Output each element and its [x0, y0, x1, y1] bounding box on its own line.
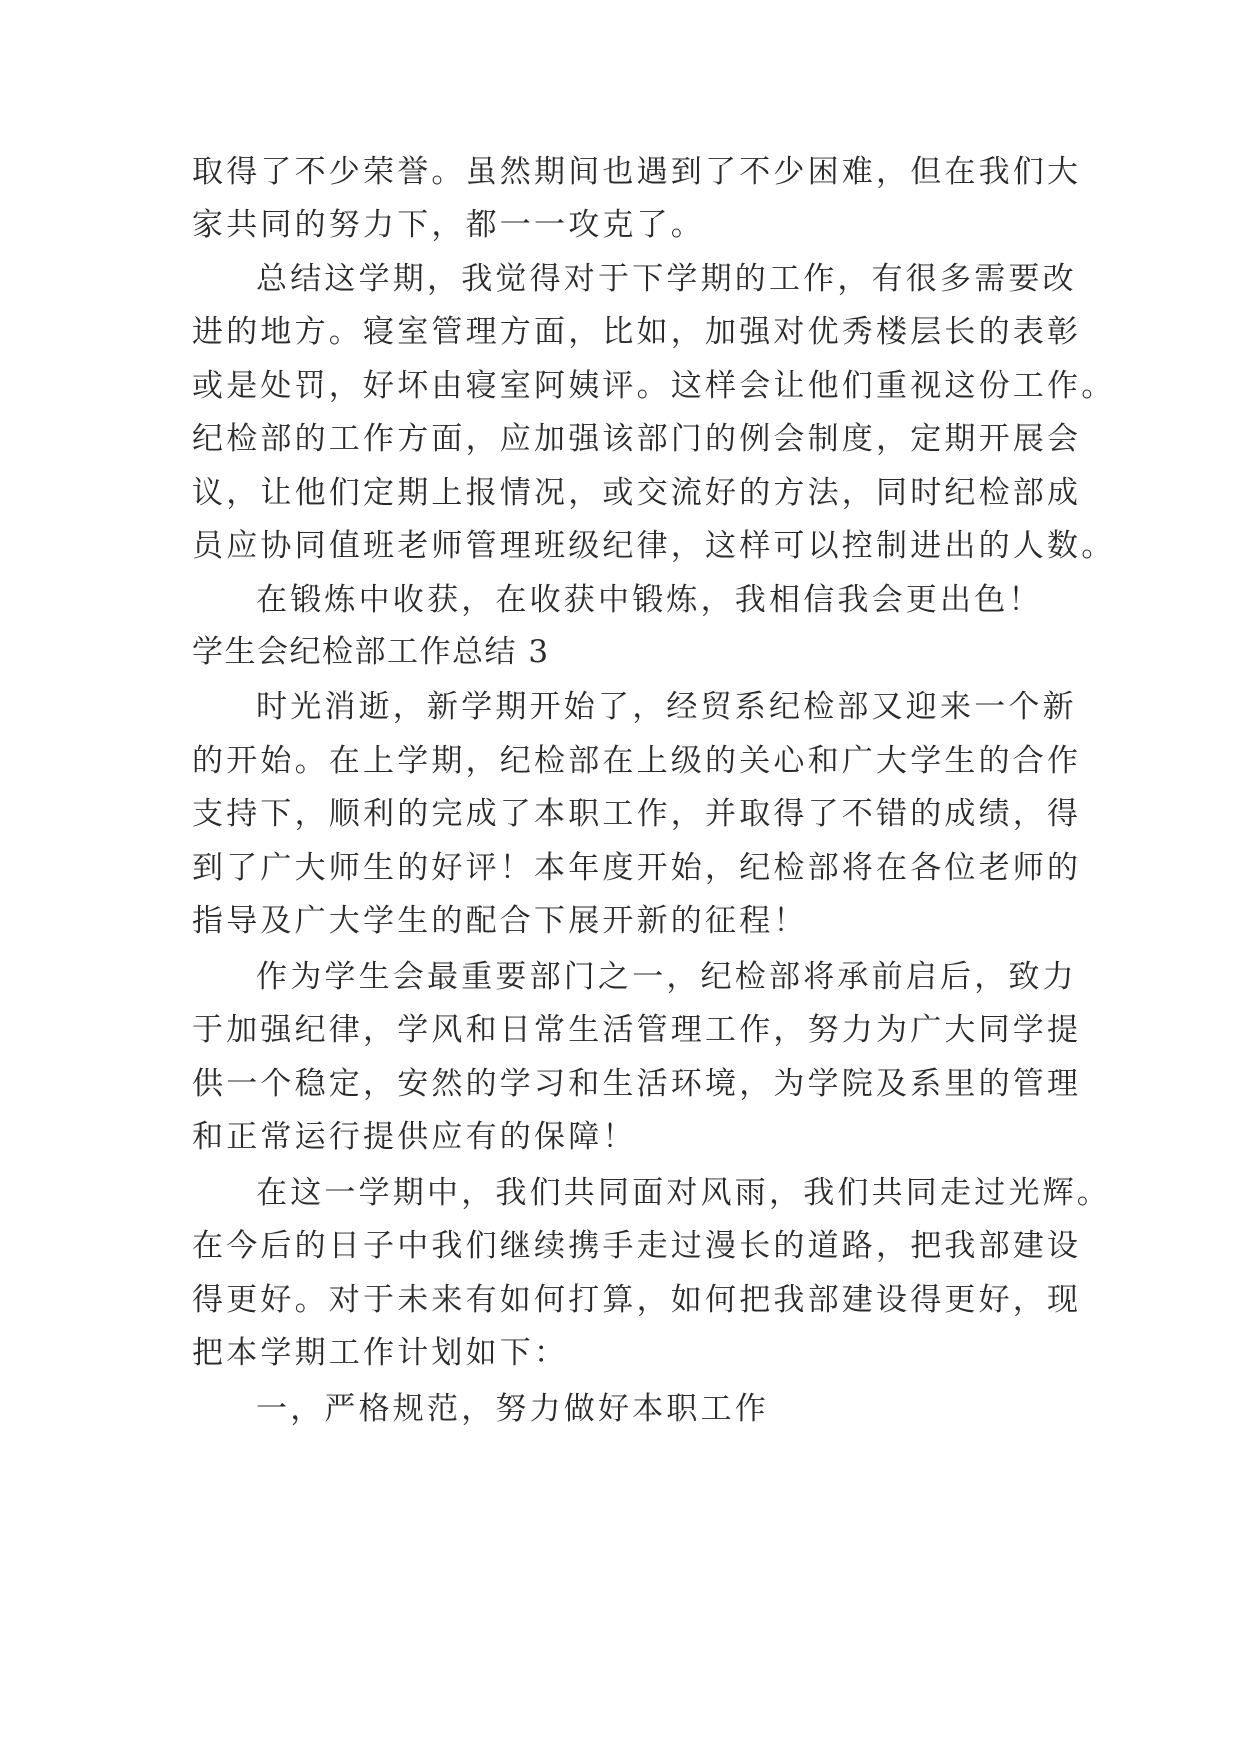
- section-heading: 学生会纪检部工作总结 3: [192, 634, 550, 670]
- text-line: 议，让他们定期上报情况，或交流好的方法，同时纪检部成: [192, 475, 1082, 511]
- text-line: 一，严格规范，努力做好本职工作: [256, 1391, 769, 1427]
- text-line: 时光消逝，新学期开始了，经贸系纪检部又迎来一个新: [256, 689, 1077, 725]
- text-line: 进的地方。寝室管理方面，比如，加强对优秀楼层长的表彰: [192, 314, 1082, 350]
- text-line: 于加强纪律，学风和日常生活管理工作，努力为广大同学提: [192, 1012, 1082, 1048]
- text-line: 取得了不少荣誉。虽然期间也遇到了不少困难，但在我们大: [192, 154, 1082, 190]
- text-line: 在锻炼中收获，在收获中锻炼，我相信我会更出色！: [256, 582, 1043, 618]
- text-line: 纪检部的工作方面，应加强该部门的例会制度，定期开展会: [192, 421, 1082, 457]
- text-line: 或是处罚，好坏由寝室阿姨评。这样会让他们重视这份工作。: [192, 368, 1116, 404]
- text-line: 作为学生会最重要部门之一，纪检部将承前启后，致力: [256, 959, 1077, 995]
- text-line: 得更好。对于未来有如何打算，如何把我部建设得更好，现: [192, 1282, 1082, 1318]
- text-line: 指导及广大学生的配合下展开新的征程！: [192, 903, 808, 939]
- text-line: 把本学期工作计划如下：: [192, 1335, 569, 1371]
- text-line: 的开始。在上学期，纪检部在上级的关心和广大学生的合作: [192, 743, 1082, 779]
- text-line: 员应协同值班老师管理班级纪律，这样可以控制进出的人数。: [192, 528, 1116, 564]
- text-line: 到了广大师生的好评！本年度开始，纪检部将在各位老师的: [192, 850, 1082, 886]
- text-line: 在今后的日子中我们继续携手走过漫长的道路，把我部建设: [192, 1228, 1082, 1264]
- text-line: 总结这学期，我觉得对于下学期的工作，有很多需要改: [256, 261, 1077, 297]
- text-line: 支持下，顺利的完成了本职工作，并取得了不错的成绩，得: [192, 796, 1082, 832]
- text-line: 家共同的努力下，都一一攻克了。: [192, 207, 705, 243]
- text-line: 供一个稳定，安然的学习和生活环境，为学院及系里的管理: [192, 1066, 1082, 1102]
- text-line: 和正常运行提供应有的保障！: [192, 1119, 637, 1155]
- text-line: 在这一学期中，我们共同面对风雨，我们共同走过光辉。: [256, 1175, 1111, 1211]
